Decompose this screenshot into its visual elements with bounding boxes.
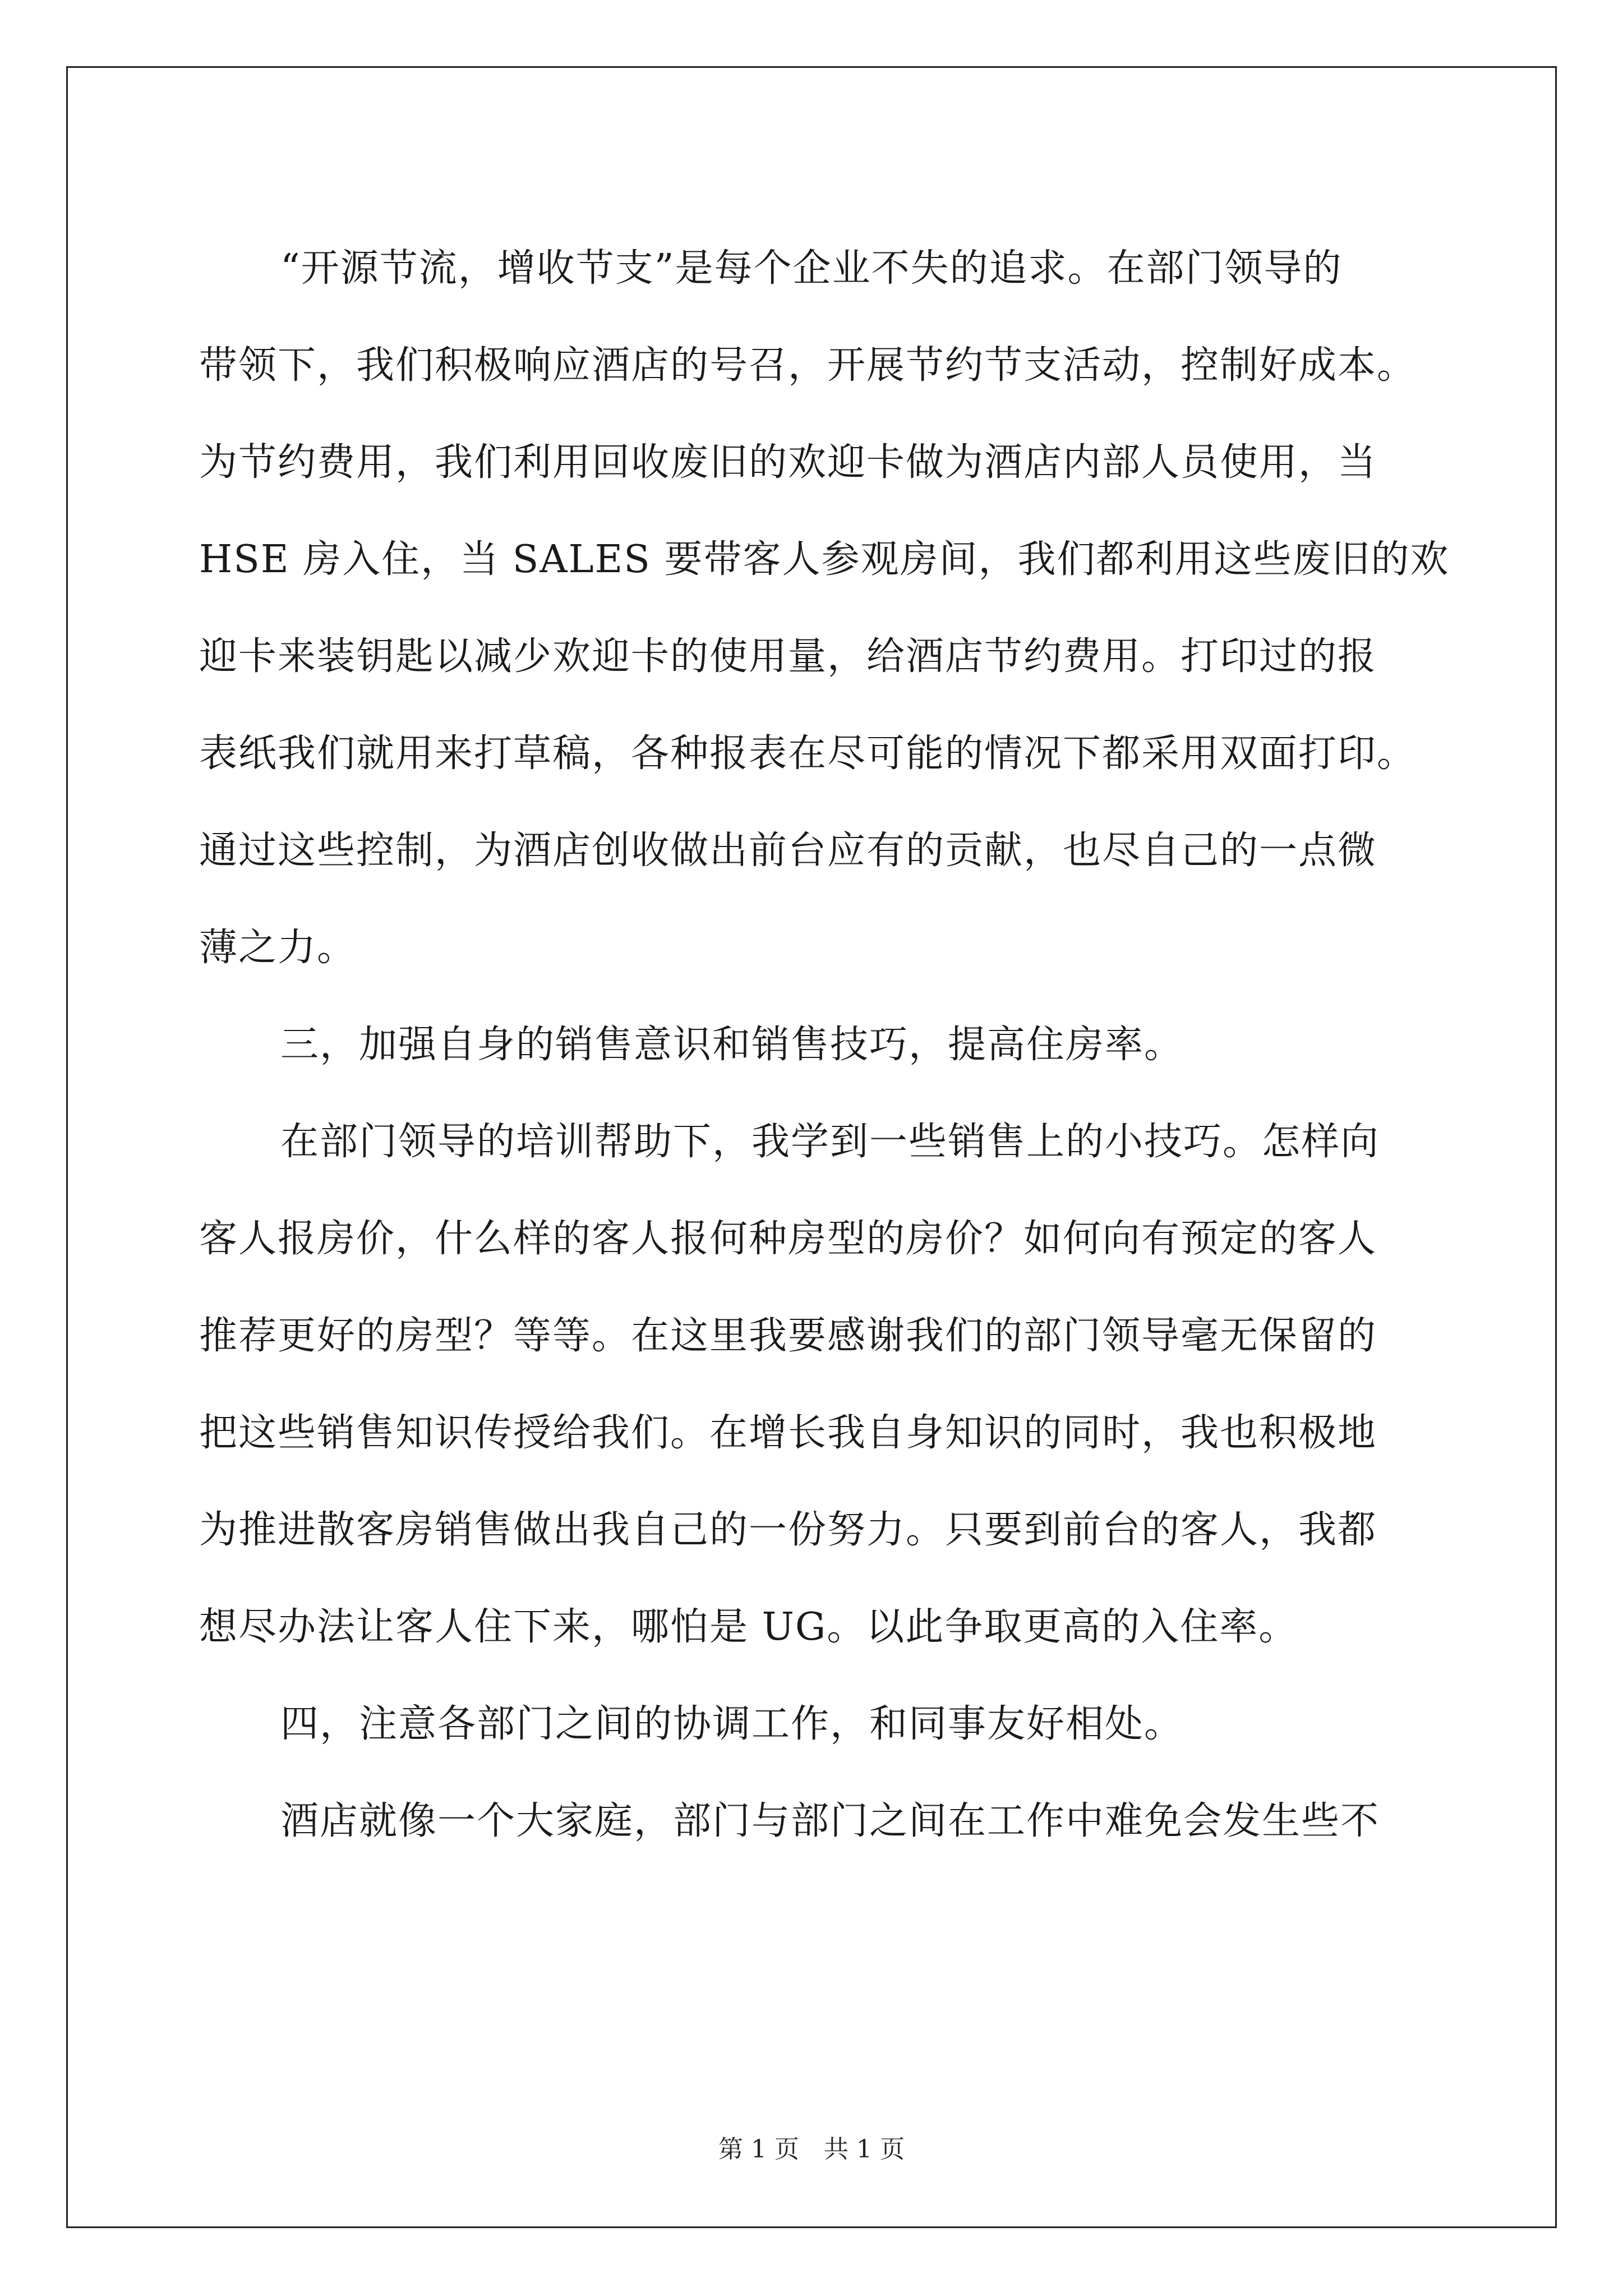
section-heading: 四，注意各部门之间的协调工作，和同事友好相处。 (280, 1702, 1184, 1746)
text-line: “开源节流，增收节支”是每个企业不失的追求。在部门领导的 (280, 246, 1343, 291)
text-line: 迎卡来装钥匙以减少欢迎卡的使用量，给酒店节约费用。打印过的报 (199, 634, 1377, 679)
text-line: 带领下，我们积极响应酒店的号召，开展节约节支活动，控制好成本。 (199, 343, 1417, 388)
text-line: 表纸我们就用来打草稿，各种报表在尽可能的情况下都采用双面打印。 (199, 731, 1417, 776)
text-line: 在部门领导的培训帮助下，我学到一些销售上的小技巧。怎样向 (280, 1120, 1380, 1164)
text-line: 薄之力。 (199, 926, 357, 970)
text-line: HSE 房入住，当 SALES 要带客人参观房间，我们都利用这些废旧的欢 (199, 537, 1450, 582)
text-line: 把这些销售知识传授给我们。在增长我自身知识的同时，我也积极地 (199, 1411, 1377, 1455)
text-line: 推荐更好的房型？等等。在这里我要感谢我们的部门领导毫无保留的 (199, 1314, 1377, 1358)
text-line: 为节约费用，我们利用回收废旧的欢迎卡做为酒店内部人员使用，当 (199, 440, 1377, 485)
document-body (199, 220, 1450, 1870)
text-line: 为推进散客房销售做出我自己的一份努力。只要到前台的客人，我都 (199, 1508, 1377, 1552)
section-heading: 三，加强自身的销售意识和销售技巧，提高住房率。 (280, 1023, 1184, 1067)
text-line: 客人报房价，什么样的客人报何种房型的房价？如何向有预定的客人 (199, 1217, 1377, 1261)
text-line: 酒店就像一个大家庭，部门与部门之间在工作中难免会发生些不 (280, 1799, 1380, 1843)
page-number: 第 1 页 共 1 页 (718, 2135, 905, 2164)
text-line: 想尽办法让客人住下来，哪怕是 UG。以此争取更高的入住率。 (199, 1605, 1298, 1649)
text-line: 通过这些控制，为酒店创收做出前台应有的贡献，也尽自己的一点微 (199, 829, 1377, 873)
